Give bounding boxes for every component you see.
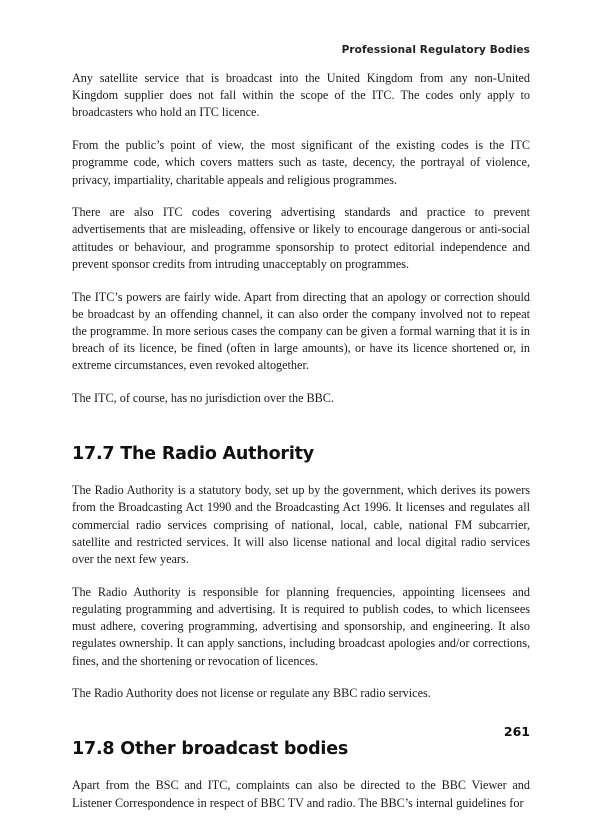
paragraph: From the public’s point of view, the most significant of the existing codes is the ITC programme code, which covers matters such as taste, decency, the portrayal of violence, privacy, impartiality, charitable appeals and religious programmes. <box>72 138 530 187</box>
section-heading-17-7: 17.7 The Radio Authority <box>72 444 315 465</box>
body-text <box>72 70 530 827</box>
paragraph: The ITC’s powers are fairly wide. Apart from directing that an apology or correction should be broadcast by an offending channel, it can also order the company involved not to repeat the programme. In more serious cases the company can be given a formal warning that it is in breach of its licence, be fined (often in large amounts), or have its licence shortened or, in extreme circumstances, even revoked altogether. <box>72 289 530 373</box>
section-heading-17-8: 17.8 Other broadcast bodies <box>72 739 349 760</box>
running-header: Professional Regulatory Bodies <box>341 44 530 56</box>
paragraph: The ITC, of course, has no jurisdiction over the BBC. <box>72 391 334 406</box>
paragraph: The Radio Authority does not license or regulate any BBC radio services. <box>72 686 431 701</box>
paragraph: The Radio Authority is responsible for planning frequencies, appointing licensees and regulating programming and advertising. It is required to publish codes, to which licensees must adhere, covering programming, advertising and sponsorship, and engineering. It also regulates ownership. It can apply sanctions, including broadcast apologies and/or corrections, fines, and the shortening or revocation of licences. <box>72 584 530 668</box>
paragraph: Apart from the BSC and ITC, complaints can also be directed to the BBC Viewer and Listener Correspondence in respect of BBC TV and radio. The BBC’s internal guidelines for <box>72 778 530 810</box>
paragraph: The Radio Authority is a statutory body, set up by the government, which derives its powers from the Broadcasting Act 1990 and the Broadcasting Act 1996. It licenses and regulates all commercial radio services comprising of national, local, cable, national FM subcarrier, satellite and restricted services. It will also license national and local digital radio services over the next few years. <box>72 483 530 567</box>
paragraph: There are also ITC codes covering advertising standards and practice to prevent advertisements that are misleading, offensive or likely to encourage dangerous or anti-social attitudes or behaviour, and programme sponsorship to protect editorial independence and prevent sponsor credits from intruding unacceptably on programmes. <box>72 205 530 271</box>
page-number: 261 <box>503 724 530 739</box>
paragraph: Any satellite service that is broadcast into the United Kingdom from any non-United Kingdom supplier does not fall within the scope of the ITC. The codes only apply to broadcasters who hold an ITC licence. <box>72 71 530 120</box>
